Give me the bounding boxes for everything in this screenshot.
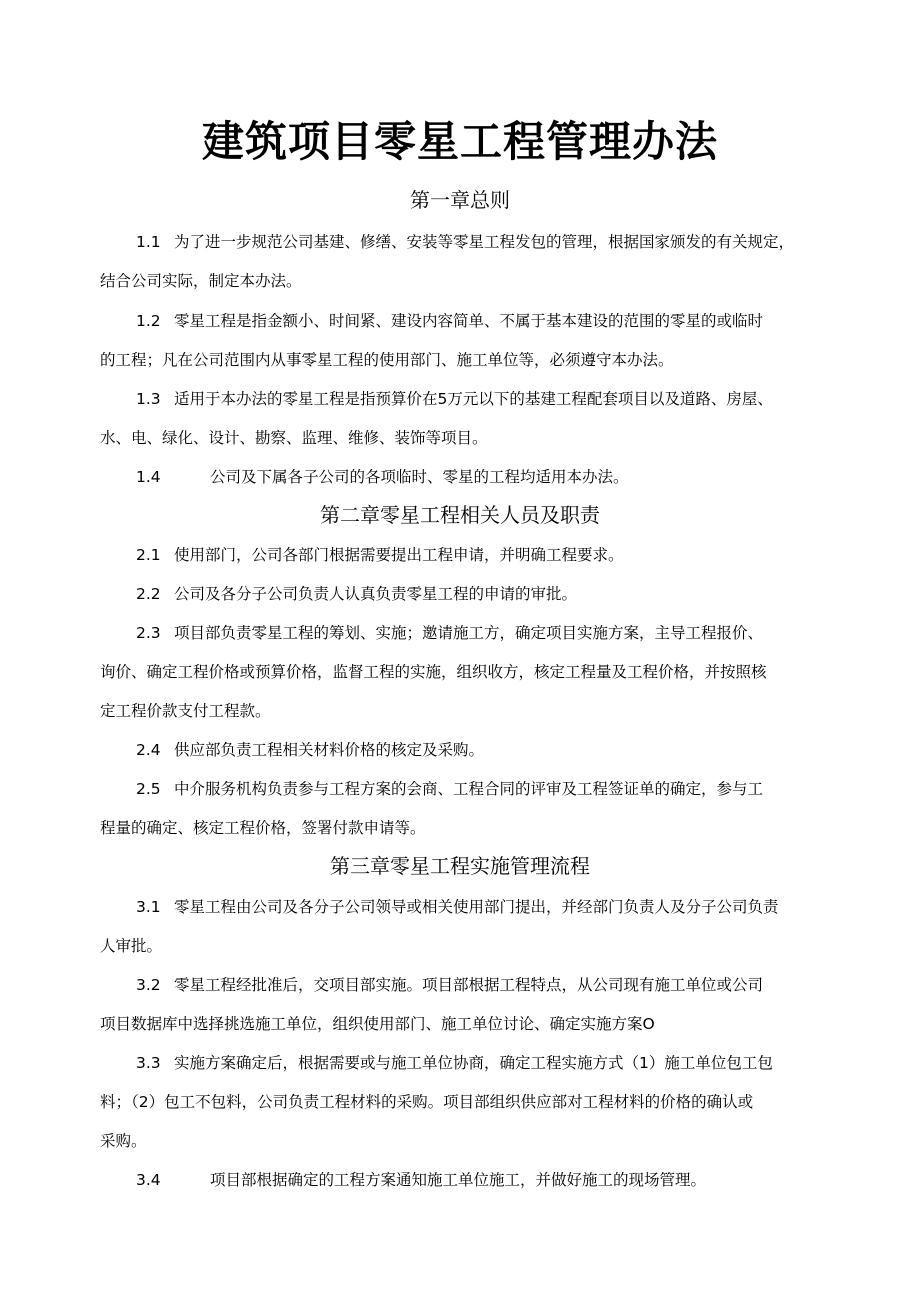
paragraph-1-1-line-2: 结合公司实际，制定本办法。 — [100, 272, 302, 290]
paragraph-text: 公司及各分子公司负责人认真负责零星工程的申请的审批。 — [174, 585, 578, 603]
paragraph-text: 实施方案确定后，根据需要或与施工单位协商，确定工程实施方式（1）施工单位包工包 — [174, 1054, 773, 1072]
paragraph-2-4-line-1 — [136, 739, 840, 761]
paragraph-2-1-line-1 — [136, 544, 840, 566]
chapter-heading: 第二章零星工程相关人员及职责 — [320, 503, 600, 527]
paragraph-text: 使用部门，公司各部门根据需要提出工程申请，并明确工程要求。 — [174, 546, 624, 564]
document-title: 建筑项目零星工程管理办法 — [201, 117, 718, 166]
paragraph-3-3-line-1 — [136, 1052, 840, 1074]
paragraph-text: 为了进一步规范公司基建、修缮、安装等零星工程发包的管理，根据国家颁发的有关规定， — [174, 233, 795, 251]
paragraph-2-2-line-1 — [136, 583, 840, 605]
paragraph-3-1-line-2: 人审批。 — [100, 937, 163, 955]
paragraph-2-5-line-2: 程量的确定、核定工程价格，签署付款申请等。 — [100, 819, 426, 837]
paragraph-2-3-line-2: 询价、确定工程价格或预算价格，监督工程的实施，组织收方，核定工程量及工程价格，并按照核 — [100, 663, 767, 681]
paragraph-text: 项目部根据确定的工程方案通知施工单位施工，并做好施工的现场管理。 — [210, 1171, 707, 1189]
paragraph-1-2-line-1 — [136, 310, 840, 332]
paragraph-text: 项目部负责零星工程的筹划、实施；邀请施工方，确定项目实施方案，主导工程报价、 — [174, 624, 764, 642]
paragraph-1-1-line-1 — [136, 231, 840, 253]
paragraph-2-3-line-1 — [136, 622, 840, 644]
paragraph-text: 零星工程是指金额小、时间紧、建设内容简单、不属于基本建设的范围的零星的或临时 — [174, 312, 764, 330]
paragraph-1-4-line-1 — [136, 466, 840, 488]
paragraph-3-3-line-3: 采购。 — [100, 1132, 147, 1150]
paragraph-number: 2.4 — [136, 741, 161, 759]
paragraph-text: 适用于本办法的零星工程是指预算价在5万元以下的基建工程配套项目以及道路、房屋、 — [174, 390, 773, 408]
paragraph-number: 2.2 — [136, 585, 161, 603]
paragraph-number: 2.5 — [136, 780, 161, 798]
paragraph-3-4-line-1 — [136, 1169, 840, 1191]
paragraph-3-1-line-1 — [136, 896, 840, 918]
paragraph-number: 3.1 — [136, 898, 161, 916]
paragraph-number: 3.4 — [136, 1171, 161, 1189]
paragraph-text: 中介服务机构负责参与工程方案的会商、工程合同的评审及工程签证单的确定，参与工 — [174, 780, 764, 798]
paragraph-1-3-line-2: 水、电、绿化、设计、勘察、监理、维修、装饰等项目。 — [100, 429, 488, 447]
paragraph-number: 1.3 — [136, 390, 161, 408]
paragraph-number: 3.3 — [136, 1054, 161, 1072]
paragraph-text: 供应部负责工程相关材料价格的核定及采购。 — [174, 741, 485, 759]
paragraph-1-3-line-1 — [136, 388, 840, 410]
paragraph-number: 2.1 — [136, 546, 161, 564]
paragraph-text: 公司及下属各子公司的各项临时、零星的工程均适用本办法。 — [210, 468, 629, 486]
paragraph-2-3-line-3: 定工程价款支付工程款。 — [100, 702, 271, 720]
paragraph-number: 1.1 — [136, 233, 161, 251]
paragraph-text: 零星工程经批准后，交项目部实施。项目部根据工程特点，从公司现有施工单位或公司 — [174, 976, 764, 994]
paragraph-3-3-line-2: 料；（2）包工不包料，公司负责工程材料的采购。项目部组织供应部对工程材料的价格的确认或 — [100, 1093, 754, 1111]
paragraph-number: 1.4 — [136, 468, 161, 486]
paragraph-number: 3.2 — [136, 976, 161, 994]
chapter-heading: 第三章零星工程实施管理流程 — [330, 854, 590, 878]
paragraph-text: 零星工程由公司及各分子公司领导或相关使用部门提出，并经部门负责人及分子公司负责 — [174, 898, 779, 916]
paragraph-3-2-line-1 — [136, 974, 840, 996]
paragraph-number: 1.2 — [136, 312, 161, 330]
paragraph-3-2-line-2: 项目数据库中选择挑选施工单位，组织使用部门、施工单位讨论、确定实施方案O — [100, 1015, 655, 1033]
paragraph-number: 2.3 — [136, 624, 161, 642]
paragraph-2-5-line-1 — [136, 778, 840, 800]
chapter-heading: 第一章总则 — [410, 188, 510, 212]
paragraph-1-2-line-2: 的工程；凡在公司范围内从事零星工程的使用部门、施工单位等，必须遵守本办法。 — [100, 351, 674, 369]
